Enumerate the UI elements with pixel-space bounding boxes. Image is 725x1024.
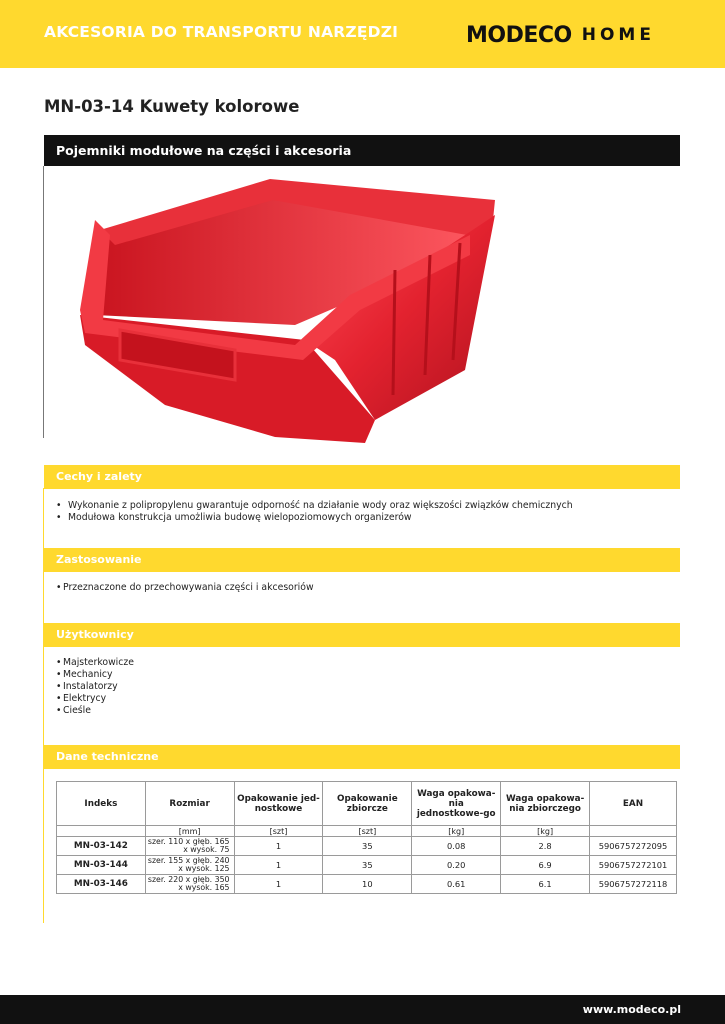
bulk-weight-cell: 6.9: [501, 856, 590, 875]
features-list: [56, 500, 573, 524]
table-row: [57, 856, 677, 875]
size-line: x wysok. 75: [183, 845, 230, 854]
table-header-cell: EAN: [590, 782, 677, 826]
section-usage-heading: Zastosowanie: [56, 553, 142, 566]
table-header-cell: Rozmiar: [145, 782, 234, 826]
brand-logo[interactable]: [466, 20, 655, 50]
list-item: • Elektrycy: [56, 693, 134, 705]
list-item: • Majsterkowicze: [56, 657, 134, 669]
category-title: AKCESORIA DO TRANSPORTU NARZĘDZI: [44, 23, 399, 41]
section-tech-bar: [44, 745, 680, 769]
table-row: [57, 875, 677, 894]
list-item: • Mechanicy: [56, 669, 134, 681]
unit-cell: [57, 826, 146, 837]
size-cell: [145, 837, 234, 856]
size-cell: [145, 856, 234, 875]
section-users-heading: Użytkownicy: [56, 628, 134, 641]
product-subtitle: Pojemniki modułowe na części i akcesoria: [56, 143, 352, 158]
size-line: szer. 110 x głęb. 165: [147, 836, 230, 846]
section-features-bar: [44, 465, 680, 489]
table-header-cell: Indeks: [57, 782, 146, 826]
footer-url-link[interactable]: www.modeco.pl: [582, 1003, 681, 1016]
size-line: x wysok. 125: [178, 864, 230, 873]
bulk-pack-cell: 35: [323, 837, 412, 856]
size-line: szer. 220 x głęb. 350: [147, 874, 230, 884]
list-item: • Przeznaczone do przechowywania części i akcesoriów: [56, 582, 314, 594]
unit-weight-cell: 0.08: [412, 837, 501, 856]
product-title: MN-03-14 Kuwety kolorowe: [44, 97, 300, 116]
unit-weight-cell: 0.61: [412, 875, 501, 894]
table-header-cell: Waga opakowa-nia zbiorczego: [501, 782, 590, 826]
bulk-weight-cell: 6.1: [501, 875, 590, 894]
index-cell: MN-03-146: [57, 875, 146, 894]
product-image: [75, 175, 500, 445]
bulk-weight-cell: 2.8: [501, 837, 590, 856]
section-users-bar: [44, 623, 680, 647]
table-header-cell: Waga opakowa-nia jednostkowe-go: [412, 782, 501, 826]
users-list: [56, 657, 134, 717]
footer-bar: [0, 995, 725, 1024]
table-row: [57, 837, 677, 856]
ean-cell: 5906757272118: [590, 875, 677, 894]
usage-list: [56, 582, 314, 594]
unit-pack-cell: 1: [234, 837, 323, 856]
header-bar: [0, 0, 725, 68]
index-cell: MN-03-144: [57, 856, 146, 875]
table-header-row: [57, 782, 677, 826]
size-line: x wysok. 165: [178, 883, 230, 892]
unit-pack-cell: 1: [234, 856, 323, 875]
unit-cell: [szt]: [234, 826, 323, 837]
unit-cell: [kg]: [412, 826, 501, 837]
section-features-heading: Cechy i zalety: [56, 470, 142, 483]
table-header-cell: Opakowanie jed-nostkowe: [234, 782, 323, 826]
left-divider: [43, 166, 44, 438]
list-item: • Modułowa konstrukcja umożliwia budowę wielopoziomowych organizerów: [56, 512, 573, 524]
ean-cell: 5906757272101: [590, 856, 677, 875]
unit-weight-cell: 0.20: [412, 856, 501, 875]
size-cell: [145, 875, 234, 894]
table-header-cell: Opakowanie zbiorcze: [323, 782, 412, 826]
unit-cell: [szt]: [323, 826, 412, 837]
ean-cell: 5906757272095: [590, 837, 677, 856]
section-usage-bar: [44, 548, 680, 572]
brand-suffix: HOME: [581, 25, 655, 45]
list-item: • Instalatorzy: [56, 681, 134, 693]
unit-cell: [590, 826, 677, 837]
unit-cell: [mm]: [145, 826, 234, 837]
subtitle-bar: [44, 135, 680, 166]
table-units-row: [57, 826, 677, 837]
unit-cell: [kg]: [501, 826, 590, 837]
bulk-pack-cell: 35: [323, 856, 412, 875]
tech-table: [56, 781, 677, 894]
section-tech-heading: Dane techniczne: [56, 750, 159, 763]
size-line: szer. 155 x głęb. 240: [147, 855, 230, 865]
index-cell: MN-03-142: [57, 837, 146, 856]
bulk-pack-cell: 10: [323, 875, 412, 894]
brand-logo-text: MODECO: [466, 22, 572, 48]
unit-pack-cell: 1: [234, 875, 323, 894]
list-item: • Cieśle: [56, 705, 134, 717]
list-item: • Wykonanie z polipropylenu gwarantuje odporność na działanie wody oraz większości związków chemicznych: [56, 500, 573, 512]
